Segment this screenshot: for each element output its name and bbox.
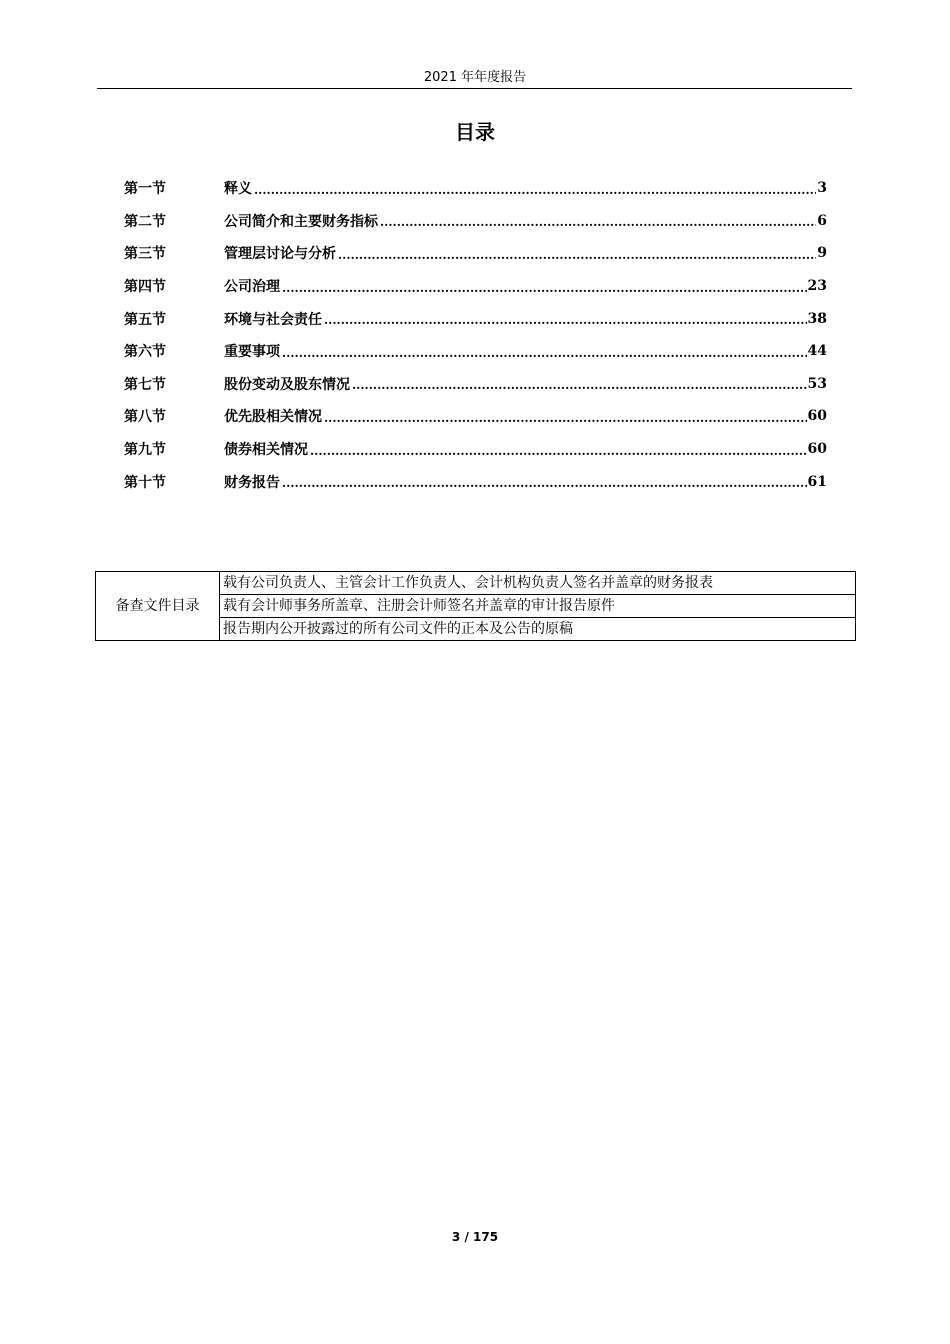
toc-entry[interactable] xyxy=(124,433,827,466)
toc-section-title: 债券相关情况 xyxy=(224,442,308,459)
toc-dot-leader xyxy=(254,183,816,197)
toc-page-number: 60 xyxy=(807,408,827,425)
table-row xyxy=(96,572,856,595)
toc-dot-leader xyxy=(282,281,807,295)
toc-page-number: 23 xyxy=(807,278,827,295)
toc-section-title: 公司简介和主要财务指标 xyxy=(224,213,378,230)
toc-dot-leader xyxy=(380,215,816,229)
toc-page-number: 53 xyxy=(807,375,827,392)
toc-section-title: 公司治理 xyxy=(224,279,280,296)
toc-section-title: 优先股相关情况 xyxy=(224,409,322,426)
toc-page-number: 9 xyxy=(817,245,827,262)
toc-page-number: 44 xyxy=(807,343,827,360)
toc-page-number: 60 xyxy=(807,441,827,458)
toc-dot-leader xyxy=(324,411,807,425)
toc-entry[interactable] xyxy=(124,465,827,498)
reference-docs-label: 备查文件目录 xyxy=(96,572,220,641)
toc-dot-leader xyxy=(282,346,807,360)
toc-section-number: 第六节 xyxy=(124,344,166,361)
toc-entry[interactable] xyxy=(124,302,827,335)
table-of-contents xyxy=(124,172,827,498)
toc-entry[interactable] xyxy=(124,270,827,303)
page-title: 目录 xyxy=(455,120,495,144)
toc-dot-leader xyxy=(310,444,807,458)
toc-section-number: 第三节 xyxy=(124,246,166,263)
reference-documents-table xyxy=(95,571,856,641)
header-rule xyxy=(97,88,852,89)
toc-section-title: 股份变动及股东情况 xyxy=(224,376,350,393)
toc-entry[interactable] xyxy=(124,237,827,270)
toc-section-number: 第八节 xyxy=(124,409,166,426)
toc-section-number: 第九节 xyxy=(124,442,166,459)
toc-section-number: 第二节 xyxy=(124,213,166,230)
toc-dot-leader xyxy=(352,378,807,392)
toc-entry[interactable] xyxy=(124,205,827,238)
toc-page-number: 3 xyxy=(817,180,827,197)
toc-section-title: 财务报告 xyxy=(224,474,280,491)
toc-section-number: 第一节 xyxy=(124,181,166,198)
toc-section-number: 第十节 xyxy=(124,474,166,491)
toc-dot-leader xyxy=(324,313,807,327)
toc-section-number: 第五节 xyxy=(124,311,166,328)
toc-entry[interactable] xyxy=(124,172,827,205)
toc-entry[interactable] xyxy=(124,400,827,433)
toc-section-title: 重要事项 xyxy=(224,344,280,361)
reference-doc-item: 报告期内公开披露过的所有公司文件的正本及公告的原稿 xyxy=(220,618,856,641)
reference-doc-item: 载有会计师事务所盖章、注册会计师签名并盖章的审计报告原件 xyxy=(220,595,856,618)
toc-entry[interactable] xyxy=(124,368,827,401)
page-number-footer: 3 / 175 xyxy=(451,1230,499,1244)
toc-page-number: 61 xyxy=(807,473,827,490)
toc-page-number: 6 xyxy=(817,212,827,229)
toc-page-number: 38 xyxy=(807,310,827,327)
running-header: 2021 年年度报告 xyxy=(423,70,527,85)
toc-section-number: 第七节 xyxy=(124,376,166,393)
reference-doc-item: 载有公司负责人、主管会计工作负责人、会计机构负责人签名并盖章的财务报表 xyxy=(220,572,856,595)
toc-entry[interactable] xyxy=(124,335,827,368)
toc-section-title: 管理层讨论与分析 xyxy=(224,246,336,263)
toc-dot-leader xyxy=(282,476,807,490)
toc-section-number: 第四节 xyxy=(124,279,166,296)
toc-section-title: 释义 xyxy=(224,181,252,198)
toc-dot-leader xyxy=(338,248,816,262)
toc-section-title: 环境与社会责任 xyxy=(224,311,322,328)
